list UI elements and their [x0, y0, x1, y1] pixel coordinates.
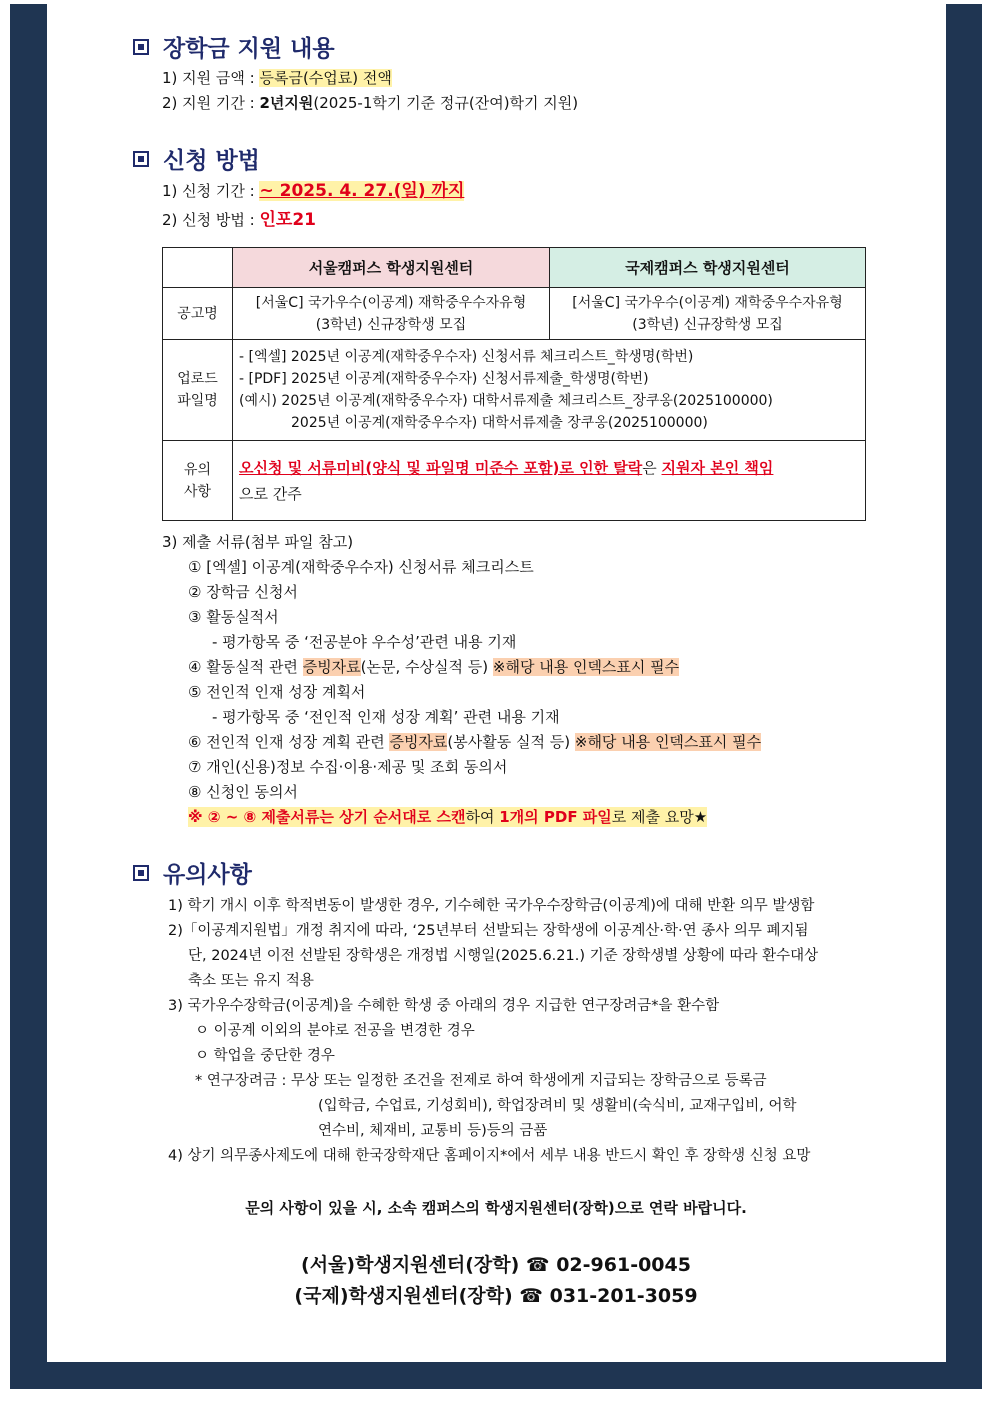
checkbox-square-icon: [133, 39, 149, 55]
caution-item-4: 4) 상기 의무종사제도에 대해 한국장학재단 홈페이지*에서 세부 내용 반드시 확인 후 장학생 신청 요망: [168, 1148, 811, 1164]
section-title-scholarship: [133, 30, 335, 63]
section-title-text: 유의사항: [163, 862, 252, 888]
caution-item-3-case-a: ㅇ 이공계 이외의 분야로 전공을 변경한 경우: [195, 1023, 475, 1039]
document-item-5-detail: - 평가항목 중 ‘전인적 인재 성장 계획’ 관련 내용 기재: [212, 708, 560, 726]
row-header-caution-line1: 유의: [183, 461, 212, 478]
row-header-caution: [163, 441, 233, 521]
submission-note-mid: 하여: [465, 808, 500, 826]
caution-item-2-line1: 2)「이공계지원법」개정 취지에 따라, ‘25년부터 선발되는 장학생에 이공계산·학·연 종사 의무 폐지됨: [168, 923, 809, 939]
caution-line2: 으로 간주: [239, 484, 302, 503]
column-header-seoul: 서울캠퍼스 학생지원센터: [233, 248, 550, 288]
document-item-6-note: ※해당 내용 인덱스표시 필수: [574, 733, 762, 751]
submission-note-red1: ※ ② ~ ⑧ 제출서류는 상기 순서대로 스캔: [188, 808, 466, 826]
notice-intl-line1: [서울C] 국가우수(이공계) 재학중우수자유형: [572, 294, 843, 311]
filename-cell: [233, 340, 866, 441]
application-table: [162, 247, 866, 521]
caution-responsibility: 지원자 본인 책임: [661, 458, 774, 477]
filename-example-line2: 2025년 이공계(재학중우수자) 대학서류제출 장쿠옹(2025100000): [291, 415, 708, 431]
support-amount-value: 등록금(수업료) 전액: [259, 69, 392, 87]
contact-inquiry-text: 문의 사항이 있을 시, 소속 캠퍼스의 학생지원센터(장학)으로 연락 바랍니다.: [245, 1199, 747, 1217]
caution-connector: 은: [642, 458, 662, 477]
caution-item-3-footnote-line3: 연수비, 체재비, 교통비 등)등의 금품: [318, 1123, 548, 1139]
caution-item-2-line3: 축소 또는 유지 적용: [188, 973, 314, 989]
table-row-caution: [163, 441, 866, 521]
submission-note-red2: 1개의 PDF 파일: [499, 808, 612, 826]
required-documents-heading: 3) 제출 서류(첨부 파일 참고): [162, 533, 354, 551]
document-item-4-highlight: 증빙자료: [302, 658, 361, 676]
document-item-5: ⑤ 전인적 인재 성장 계획서: [188, 683, 366, 701]
document-item-6: [188, 732, 761, 752]
row-header-filename-line1: 업로드: [177, 371, 218, 387]
application-period-value: ~ 2025. 4. 27.(일) 까지: [259, 181, 465, 201]
row-header-filename: [163, 340, 233, 441]
row-header-caution-line2: 사항: [183, 483, 212, 500]
checkbox-square-icon: [133, 865, 149, 881]
notice-seoul-line2: (3학년) 신규장학생 모집: [315, 316, 467, 333]
document-item-7: ⑦ 개인(신용)정보 수집·이용·제공 및 조회 동의서: [188, 758, 508, 776]
support-period-bold: 2년지원: [259, 94, 314, 112]
document-item-3: ③ 활동실적서: [188, 608, 279, 626]
application-period-label: 1) 신청 기간 :: [162, 182, 260, 200]
support-period: [162, 93, 578, 113]
application-method-value: 인포21: [259, 210, 316, 230]
caution-item-1: 1) 학기 개시 이후 학적변동이 발생한 경우, 기수혜한 국가우수장학금(이공계)에 대해 반환 의무 발생함: [168, 898, 815, 914]
caution-item-3-footnote-line2: (입학금, 수업료, 기성회비), 학업장려비 및 생활비(숙식비, 교재구입비, 어학: [318, 1098, 797, 1114]
document-item-4: [188, 657, 679, 677]
application-method: [162, 210, 316, 230]
document-item-2: ② 장학금 신청서: [188, 583, 298, 601]
application-period: [162, 181, 464, 201]
table-header-row: [163, 248, 866, 288]
section-title-application: [133, 142, 260, 175]
document-item-6-highlight: 증빙자료: [389, 733, 448, 751]
caution-cell: [233, 441, 866, 521]
submission-note: [188, 807, 707, 827]
document-item-4-mid: (논문, 수상실적 등): [360, 658, 493, 676]
table-corner-cell: [163, 248, 233, 288]
row-header-filename-line2: 파일명: [177, 393, 218, 409]
section-title-text: 장학금 지원 내용: [163, 36, 335, 62]
filename-line2: - [PDF] 2025년 이공계(재학중우수자) 신청서류제출_학생명(학번): [239, 371, 649, 387]
document-item-4-note: ※해당 내용 인덱스표시 필수: [492, 658, 680, 676]
notice-intl-cell: [550, 288, 866, 340]
support-period-label: 2) 지원 기간 :: [162, 94, 260, 112]
caution-line1: [239, 455, 865, 481]
table-row-notice: [163, 288, 866, 340]
contact-seoul: (서울)학생지원센터(장학) ☎ 02-961-0045: [301, 1254, 691, 1276]
caution-item-3-footnote-line1: * 연구장려금 : 무상 또는 일정한 조건을 전제로 하여 학생에게 지급되는 장학금으로 등록금: [195, 1073, 767, 1089]
application-method-label: 2) 신청 방법 :: [162, 211, 260, 229]
document-item-6-prefix: ⑥ 전인적 인재 성장 계획 관련: [188, 733, 390, 751]
filename-line1: - [엑셀] 2025년 이공계(재학중우수자) 신청서류 체크리스트_학생명(학번): [239, 349, 694, 365]
support-amount-label: 1) 지원 금액 :: [162, 69, 260, 87]
checkbox-square-icon: [133, 151, 149, 167]
table-row-filename: [163, 340, 866, 441]
support-amount: [162, 68, 392, 88]
document-item-4-prefix: ④ 활동실적 관련: [188, 658, 303, 676]
caution-item-3-case-b: ㅇ 학업을 중단한 경우: [195, 1048, 335, 1064]
submission-note-end: 로 제출 요망★: [611, 808, 708, 826]
notice-intl-line2: (3학년) 신규장학생 모집: [632, 316, 783, 333]
caution-item-3: 3) 국가우수장학금(이공계)을 수혜한 학생 중 아래의 경우 지급한 연구장려금*을 환수함: [168, 998, 720, 1014]
support-period-detail: (2025-1학기 기준 정규(잔여)학기 지원): [313, 94, 579, 112]
notice-seoul-line1: [서울C] 국가우수(이공계) 재학중우수자유형: [255, 294, 527, 311]
document-item-1: ① [엑셀] 이공계(재학중우수자) 신청서류 체크리스트: [188, 558, 534, 576]
caution-item-2-line2: 단, 2024년 이전 선발된 장학생은 개정법 시행일(2025.6.21.) 기준 장학생별 상황에 따라 환수대상: [188, 948, 819, 964]
document-item-8: ⑧ 신청인 동의서: [188, 783, 298, 801]
contact-international: (국제)학생지원센터(장학) ☎ 031-201-3059: [294, 1285, 698, 1307]
caution-red-text: 오신청 및 서류미비(양식 및 파일명 미준수 포함)로 인한 탈락: [239, 458, 643, 477]
notice-seoul-cell: [233, 288, 550, 340]
document-item-3-detail: - 평가항목 중 ‘전공분야 우수성’관련 내용 기재: [212, 633, 517, 651]
section-title-caution: [133, 856, 252, 889]
section-title-text: 신청 방법: [163, 148, 260, 174]
document-item-6-mid: (봉사활동 실적 등): [447, 733, 575, 751]
row-header-notice: 공고명: [163, 288, 233, 340]
filename-example-line1: (예시) 2025년 이공계(재학중우수자) 대학서류제출 체크리스트_장쿠옹(2025100000): [239, 393, 773, 409]
column-header-international: 국제캠퍼스 학생지원센터: [550, 248, 866, 288]
